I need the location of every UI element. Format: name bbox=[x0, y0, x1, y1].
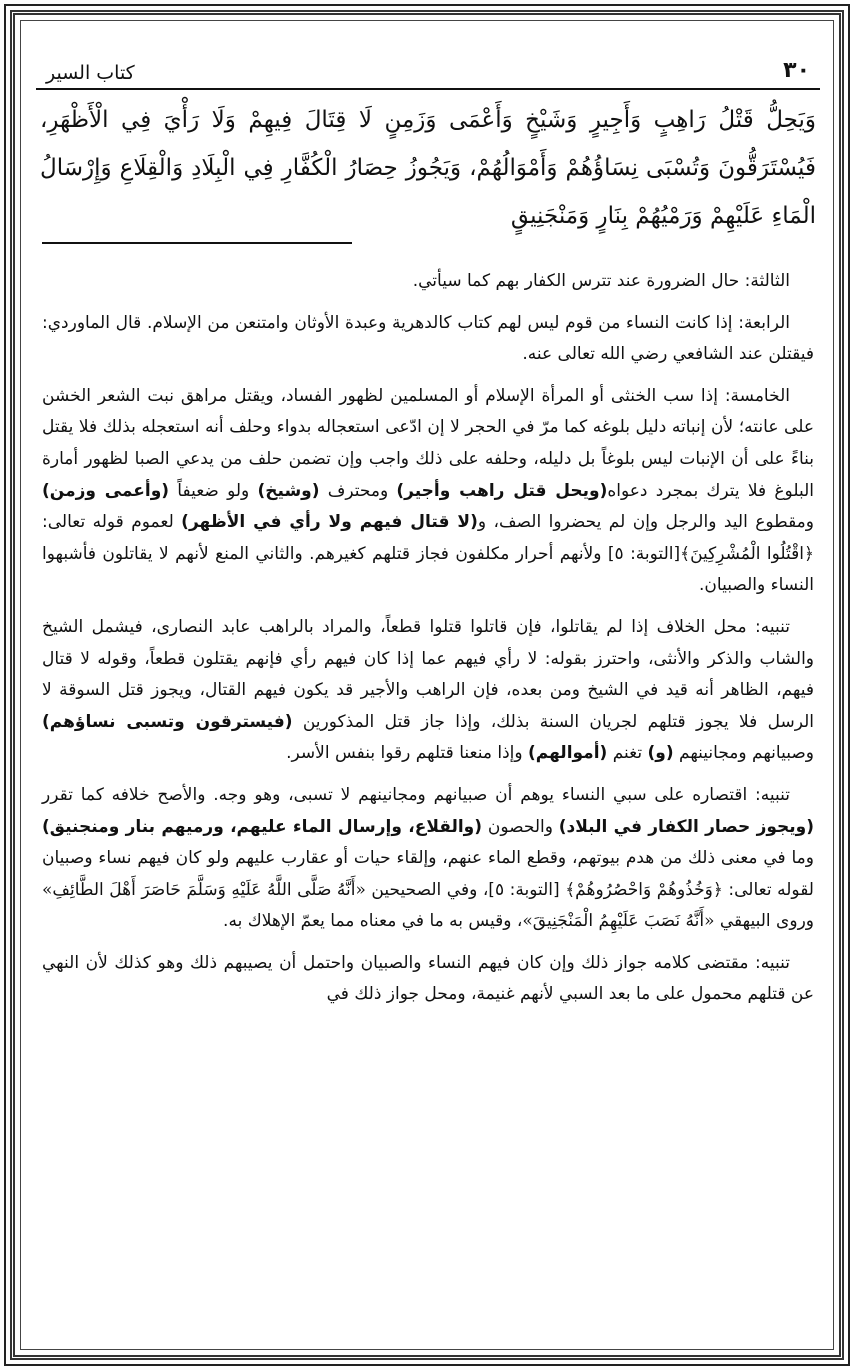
paragraph-fifth bbox=[42, 381, 814, 602]
hadith-quote: «أَنَّهُ نَصَبَ عَلَيْهِمُ الْمَنْجَنِيقَ» bbox=[522, 911, 715, 932]
matn-quote: (أموالهم) bbox=[527, 743, 608, 764]
paragraph-fourth: الرابعة: إذا كانت النساء من قوم ليس لهم كتاب كالدهرية وعبدة الأوثان وامتنعن من الإسلام. قال الماوردي: فيقتلن عند الشافعي رضي الله تعالى عنه. bbox=[42, 312, 814, 365]
text-run: ومحترف bbox=[319, 480, 397, 501]
quran-quote: ﴿اقْتُلُوا الْمُشْرِكِينَ﴾ bbox=[680, 543, 814, 564]
matn-quote: (و) bbox=[647, 743, 674, 764]
text-run: وصبيانهم ومجانينهم bbox=[673, 743, 814, 764]
page-header bbox=[36, 40, 820, 86]
hadith-quote: «أَنَّهُ صَلَّى اللَّهُ عَلَيْهِ وَسَلَّمَ حَاصَرَ أَهْلَ الطَّائِفِ» bbox=[42, 879, 366, 900]
text-run: [التوبة: ٥] ولأنهم أحرار مكلفون فجاز قتلهم كغيرهم. والثاني المنع لأنهم لا يقاتلون فأشبهوا النساء والصبيان. bbox=[42, 543, 814, 596]
running-title: كتاب السير bbox=[46, 62, 135, 84]
commentary bbox=[36, 266, 820, 1011]
matn-quote: (والقلاع، وإرسال الماء عليهم، ورميهم بنار ومنجنيق) bbox=[42, 816, 483, 837]
matn-quote: (فيسترقون وتسبى نساؤهم) bbox=[42, 711, 293, 732]
text-run: ومقطوع اليد والرجل وإن لم يحضروا الصف، و bbox=[477, 512, 814, 533]
matn-quote: (لا قتال فيهم ولا رأي في الأظهر) bbox=[181, 512, 478, 533]
paragraph-note-2 bbox=[42, 780, 814, 938]
text-run: وروى البيهقي bbox=[714, 911, 814, 932]
page-number: ٣٠ bbox=[783, 58, 810, 83]
matn-quote: (ويجوز حصار الكفار في البلاد) bbox=[558, 816, 815, 837]
text-run: وما في معنى ذلك من هدم بيوتهم، وقطع الماء عنهم، وإلقاء حيات أو عقارب عليهم ولو كان فيهم نساء وصبيان لقوله تعالى: bbox=[42, 848, 814, 900]
paragraph-third: الثالثة: حال الضرورة عند تترس الكفار بهم كما سيأتي. bbox=[412, 271, 790, 291]
matn-divider bbox=[42, 242, 352, 244]
matn-text: وَيَحِلُّ قَتْلُ رَاهِبٍ وَأَجِيرٍ وَشَيْخٍ وَأَعْمَى وَزَمِنٍ لَا قِتَالَ فِيهِمْ وَلَا رَأْيَ فِي الْأَظْهَرِ، فَيُسْتَرَقُّونَ وَتُسْبَى نِسَاؤُهُمْ وَأَمْوَالُهُمْ، وَيَجُوزُ حِصَارُ الْكُفَّارِ فِي الْبِلَادِ وَالْقِلَاعِ وَإِرْسَالُ الْمَاءِ عَلَيْهِمْ وَرَمْيُهُمْ بِنَارٍ وَمَنْجَنِيقٍ bbox=[40, 107, 816, 229]
text-run: تغنم bbox=[607, 743, 648, 764]
text-run: والحصون bbox=[482, 816, 559, 837]
matn-quote: (وشيخ) bbox=[257, 480, 320, 501]
matn-quote: (وأعمى وزمن) bbox=[42, 480, 170, 501]
text-run: الخامسة: إذا سب الخنثى أو المرأة الإسلام أو المسلمين لظهور الفساد، ويقتل مراهق نبت الشعر الخشن على عانته؛ لأن إنباته دليل بلوغه كما مرّ في الحجر لا إن ادّعى استعجاله بدواء وحلف أنه استعجله بذلك فلا يقتل بناءً على أن الإنبات ليس بلوغاً بل دليله، وحلفه على ذلك واجب وإن تضمن حلف من يدعي الصبا لظهور أمارة البلوغ فلا يترك بمجرد دعواه bbox=[42, 385, 814, 501]
paragraph-note-3: تنبيه: مقتضى كلامه جواز ذلك وإن كان فيهم النساء والصبيان واحتمل أن يصيبهم ذلك وهو كذلك لأن النهي عن قتلهم محمول على ما بعد السبي لأنهم غنيمة، ومحل جواز ذلك في bbox=[42, 952, 814, 1005]
text-run: تنبيه: محل الخلاف إذا لم يقاتلوا، فإن قاتلوا قتلوا قطعاً، والمراد بالراهب عابد النصارى، فيشمل الشيخ والشاب والذكر والأنثى، واحترز بقوله: لا رأي فيهم عما إذا كان فيهم رأي فإنهم يقتلون قطعاً، وقوله لا قتال فيهم، الظاهر أنه قيد في الشيخ ومن بعده، فإن الراهب والأجير قد يكون فيهم القتال، ويجوز قتل السوقة لا الرسل فلا يجوز قتلهم لجريان السنة بذلك، وإذا جاز قتل المذكورين bbox=[42, 616, 814, 732]
text-run: ولو ضعيفاً bbox=[169, 480, 258, 501]
text-run: وإذا منعنا قتلهم رقوا بنفس الأسر. bbox=[286, 743, 528, 764]
text-run: لعموم قوله تعالى: bbox=[42, 512, 182, 533]
quran-quote: ﴿وَخُذُوهُمْ وَاحْصُرُوهُمْ﴾ bbox=[565, 879, 723, 900]
text-run: [التوبة: ٥]، وفي الصحيحين bbox=[365, 879, 566, 900]
header-divider bbox=[36, 88, 820, 90]
text-run: تنبيه: اقتصاره على سبي النساء يوهم أن صبيانهم ومجانينهم لا تسبى، وهو وجه. والأصح خلافه كما تقرر bbox=[42, 784, 790, 805]
book-page bbox=[36, 40, 820, 1330]
matn-quote: (ويحل قتل راهب وأجير) bbox=[396, 480, 608, 501]
text-run: ، وقيس به ما في معناه مما يعمّ الإهلاك به. bbox=[223, 911, 523, 932]
paragraph-note-1 bbox=[42, 612, 814, 770]
